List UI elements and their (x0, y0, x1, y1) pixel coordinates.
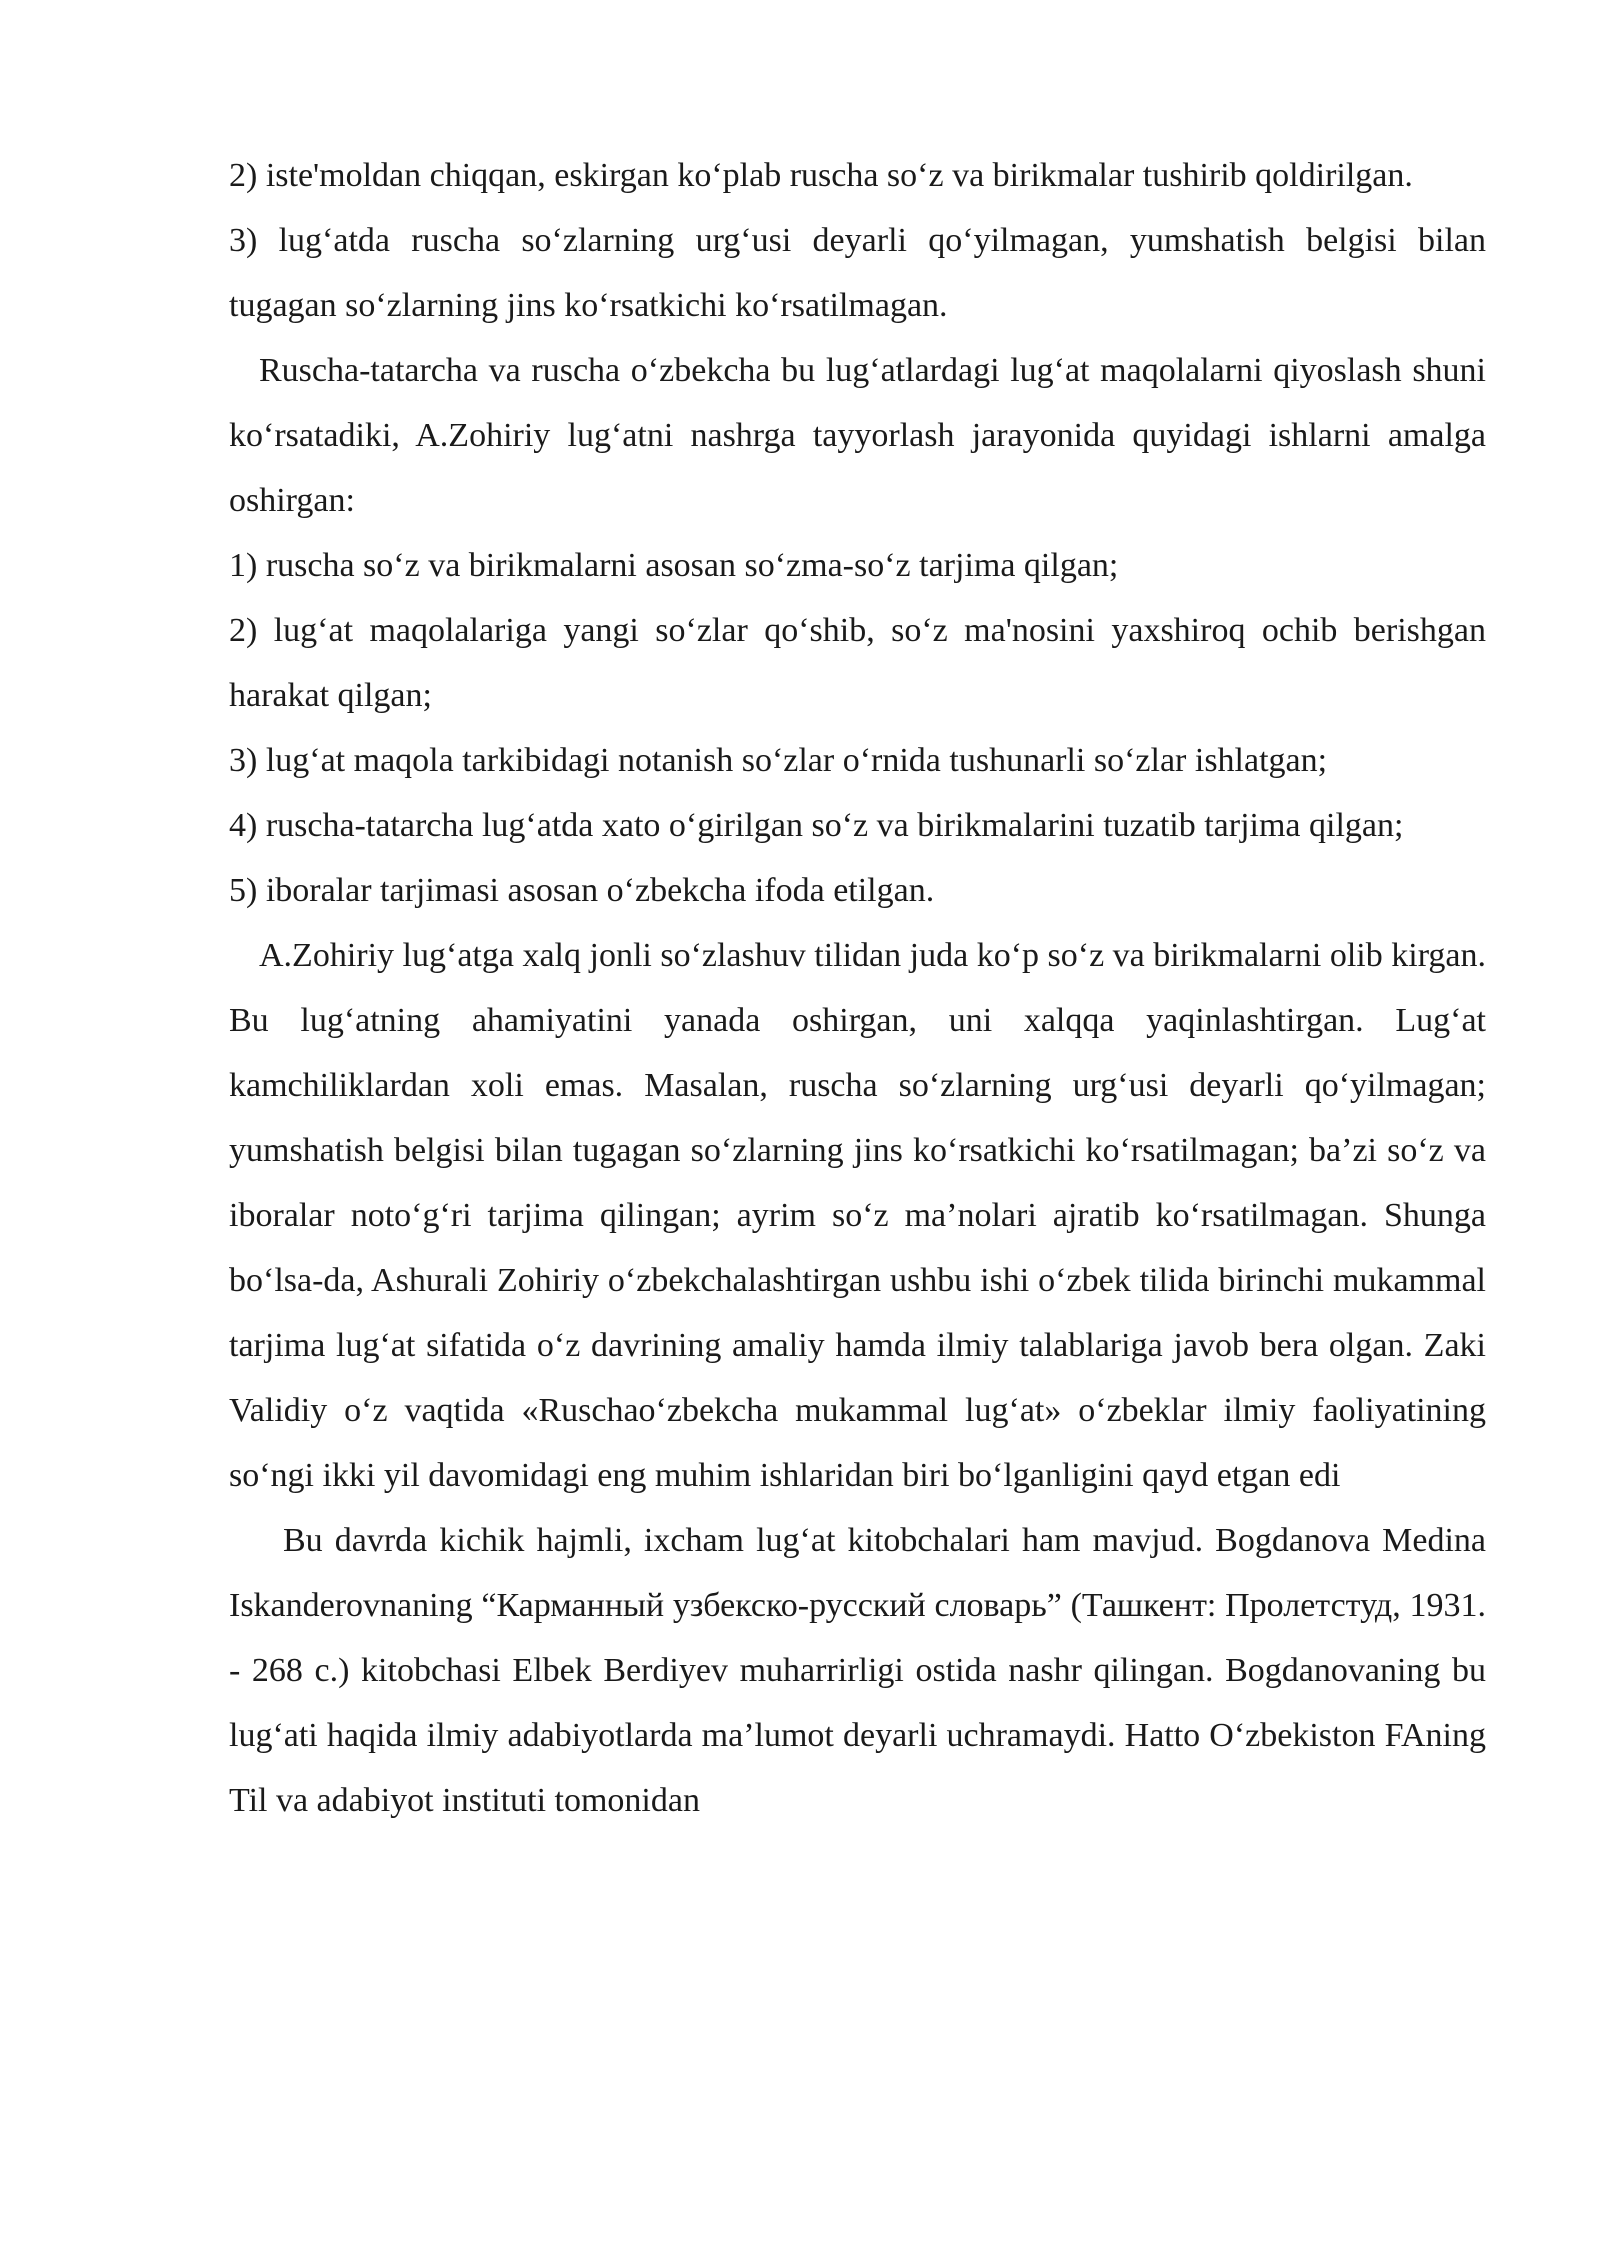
paragraph-small-dictionaries: Bu davrda kichik hajmli, ixcham lugʻat kitobchalari ham mavjud. Bogdanova Medina Iskanderovnaning “Карманный узбекско-русский словарь” (Ташкент: Пролетстуд, 1931. - 268 с.) kitobchasi Elbek Berdiyev muharrirligi ostida nashr qilingan. Bogdanovaning bu lugʻati haqida ilmiy adabiyotlarda ma’lumot deyarli uchramaydi. Hatto Oʻzbekiston FAning Til va adabiyot instituti tomonidan (229, 1522, 1486, 1819)
paragraph-list-item-3-stress-marks: 3) lugʻatda ruscha soʻzlarning urgʻusi deyarli qoʻyilmagan, yumshatish belgisi bilan tugagan soʻzlarning jins koʻrsatkichi koʻrsatilmagan. (229, 222, 1486, 324)
paragraph-list-item-1-translation: 1) ruscha soʻz va birikmalarni asosan soʻzma-soʻz tarjima qilgan; (229, 547, 1119, 584)
paragraph-list-item-2-dropped-words: 2) iste'moldan chiqqan, eskirgan koʻplab ruscha soʻz va birikmalar tushirib qoldirilgan. (229, 157, 1413, 194)
paragraph-list-item-5-idioms: 5) iboralar tarjimasi asosan oʻzbekcha ifoda etilgan. (229, 872, 935, 909)
paragraph-list-item-4-corrections: 4) ruscha-tatarcha lugʻatda xato oʻgirilgan soʻz va birikmalarini tuzatib tarjima qilgan; (229, 807, 1404, 844)
document-page (229, 143, 1486, 1833)
paragraph-list-item-2-new-words: 2) lugʻat maqolalariga yangi soʻzlar qoʻshib, soʻz ma'nosini yaxshiroq ochib berishgan harakat qilgan; (229, 612, 1486, 714)
paragraph-list-item-3-clear-words: 3) lugʻat maqola tarkibidagi notanish soʻzlar oʻrnida tushunarli soʻzlar ishlatgan; (229, 742, 1328, 779)
paragraph-comparison-intro: Ruscha-tatarcha va ruscha oʻzbekcha bu lugʻatlardagi lugʻat maqolalarni qiyoslash shuni koʻrsatadiki, A.Zohiriy lugʻatni nashrga tayyorlash jarayonida quyidagi ishlarni amalga oshirgan: (229, 352, 1486, 519)
paragraph-zohiriy-assessment: A.Zohiriy lugʻatga xalq jonli soʻzlashuv tilidan juda koʻp soʻz va birikmalarni olib kirgan. Bu lugʻatning ahamiyatini yanada oshirgan, uni xalqqa yaqinlashtirgan. Lugʻat kamchiliklardan xoli emas. Masalan, ruscha soʻzlarning urgʻusi deyarli qoʻyilmagan; yumshatish belgisi bilan tugagan soʻzlarning jins koʻrsatkichi koʻrsatilmagan; ba’zi soʻz va iboralar notoʻgʻri tarjima qilingan; ayrim soʻz ma’nolari ajratib koʻrsatilmagan. Shunga boʻlsa-da, Ashurali Zohiriy oʻzbekchalashtirgan ushbu ishi oʻzbek tilida birinchi mukammal tarjima lugʻat sifatida oʻz davrining amaliy hamda ilmiy talablariga javob bera olgan. Zaki Validiy oʻz vaqtida «Ruschaoʻzbekcha mukammal lugʻat» oʻzbeklar ilmiy faoliyatining soʻngi ikki yil davomidagi eng muhim ishlaridan biri boʻlganligini qayd etgan edi (229, 937, 1486, 1494)
